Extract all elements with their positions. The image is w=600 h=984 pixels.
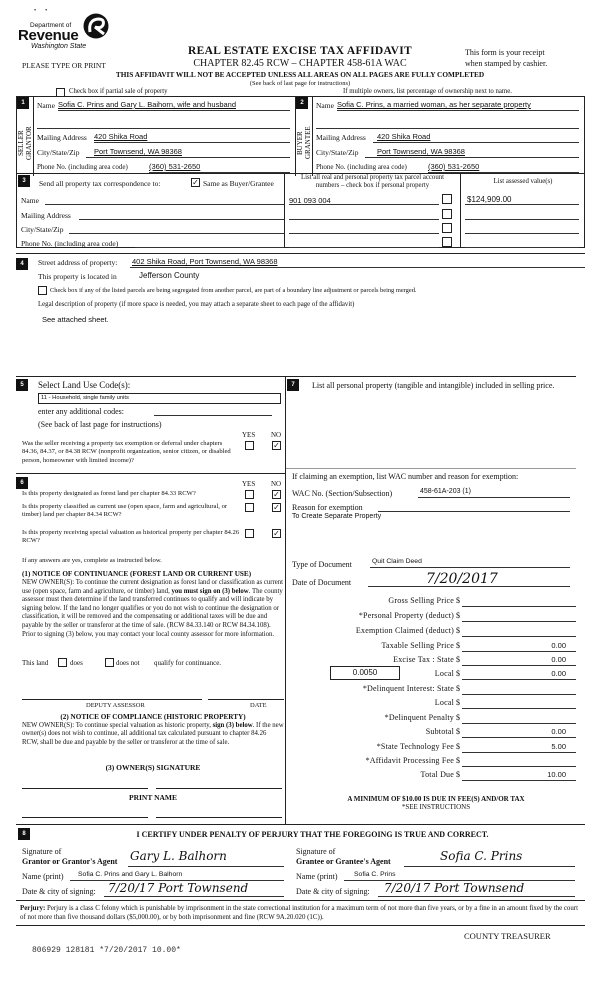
doc-date-label: Date of Document <box>292 578 352 587</box>
exemption-intro: If claiming an exemption, list WAC number and reason for exemption: <box>292 472 519 481</box>
corr-city-line <box>69 233 285 234</box>
section-7-mid-border <box>286 468 576 469</box>
does-not-label: does not <box>116 659 140 667</box>
dor-swirl-logo-icon <box>82 12 110 40</box>
buyer-mailing-field[interactable]: 420 Shika Road <box>377 132 431 141</box>
logo-revenue: Revenue <box>18 27 79 44</box>
assessed-line-4 <box>465 247 579 248</box>
subtotal-field[interactable]: 0.00 <box>551 727 566 736</box>
parcel-header <box>285 174 460 190</box>
buyer-city-field[interactable]: Port Townsend, WA 98368 <box>377 147 465 156</box>
minimum-due-note: A MINIMUM OF $10.00 IS DUE IN FEE(S) AND/OR TAX <box>347 795 525 803</box>
personal-property-label: List all personal property (tangible and intangible) included in selling price. <box>312 381 555 390</box>
grantor-date-field[interactable]: 7/20/17 Port Townsend <box>108 881 249 895</box>
perjury-top-border <box>16 900 585 901</box>
legal-description-field[interactable]: See attached sheet. <box>42 315 109 324</box>
grantee-signature-line <box>404 866 575 867</box>
notice-continuance-body <box>22 579 284 639</box>
section-6-badge: 6 <box>16 477 28 489</box>
currency-symbol: $ <box>456 727 460 736</box>
exemption-claimed-line <box>462 636 576 637</box>
section-2-side-border <box>312 96 313 176</box>
exemption-yes-checkbox[interactable] <box>245 441 254 450</box>
parcel-header-line-1: List all real and personal property tax parcel account <box>300 174 445 181</box>
segregated-checkbox[interactable] <box>38 286 47 295</box>
warning-banner: THIS AFFIDAVIT WILL NOT BE ACCEPTED UNLESS ALL AREAS ON ALL PAGES ARE FULLY COMPLETED <box>115 70 485 79</box>
corr-phone-line <box>135 247 285 248</box>
parcel-line-4 <box>289 247 439 248</box>
section-2 <box>295 96 585 176</box>
corr-city-label: City/State/Zip <box>21 225 64 234</box>
parcel-line-1 <box>289 204 439 205</box>
notice-continuance-text-b: . The county assessor must then determine if the land transferred continues to qualify and will indicate by signing below. If the land no longer qualifies or you do not wish to continue the designation or classification, it will be removed and the compensating or additional taxes will be due and payable by the seller or transferor at the time of sale. (RCW 84.33.140 or RCW 84.34.108). Prior to signing (3) below, you may contact your local county assessor for more information. <box>22 587 283 638</box>
seller-mailing-field[interactable]: 420 Shika Road <box>94 132 148 141</box>
county-field[interactable]: Jefferson County <box>139 271 200 280</box>
delinquent-interest-state-label: *Delinquent Interest: State <box>362 684 454 693</box>
wac-label: WAC No. (Section/Subsection) <box>292 489 393 498</box>
processing-fee-label: *Affidavit Processing Fee <box>365 756 454 765</box>
deputy-assessor-label: DEPUTY ASSESSOR <box>86 702 145 709</box>
total-due-label: Total Due <box>420 770 454 779</box>
logo-department: Department of <box>30 22 72 29</box>
doc-type-field[interactable]: Quit Claim Deed <box>372 558 422 565</box>
gross-price-line <box>462 606 576 607</box>
corr-phone-label: Phone No. (including area code) <box>21 239 119 248</box>
corr-mailing-line <box>79 219 285 220</box>
seller-city-field[interactable]: Port Townsend, WA 98368 <box>94 147 182 156</box>
owner-signature-label: (3) OWNER(S) SIGNATURE <box>105 763 201 772</box>
amount-row-delinquent-local <box>290 698 580 711</box>
reason-field[interactable]: To Create Separate Property <box>292 513 382 520</box>
buyer-mailing-line <box>373 142 579 143</box>
parcel-header-line-2: numbers – check box if personal property <box>315 182 430 189</box>
owner-signature-line-2[interactable] <box>156 788 282 789</box>
corr-mailing-label: Mailing Address <box>21 211 71 220</box>
section-4-badge: 4 <box>16 258 28 270</box>
forest-land-yes-checkbox[interactable] <box>245 490 254 499</box>
taxable-price-field[interactable]: 0.00 <box>551 641 566 650</box>
wac-line <box>418 497 570 498</box>
seller-name-field[interactable]: Sofia C. Prins and Gary L. Baihorn, wife and husband <box>58 100 237 109</box>
grantee-date-label: Date & city of signing: <box>296 887 370 896</box>
currency-symbol: $ <box>456 655 460 664</box>
logo-dots: • • <box>34 8 48 14</box>
owner-signature-line-1[interactable] <box>22 788 148 789</box>
tech-fee-line <box>462 752 576 753</box>
currency-symbol: $ <box>456 770 460 779</box>
forest-land-no-checkbox[interactable]: ✓ <box>273 490 280 499</box>
subtotal-line <box>462 737 576 738</box>
amount-row-personal-property <box>290 611 580 624</box>
section-6-yes-header: YES <box>242 480 256 488</box>
located-in-label: This property is located in <box>38 272 117 281</box>
buyer-name-label: Name <box>316 101 334 110</box>
date-line <box>208 699 284 700</box>
grantee-name-label: Name (print) <box>296 872 338 881</box>
section-8-top-border <box>16 824 585 825</box>
this-land-label: This land <box>22 659 49 667</box>
amount-row-total <box>290 770 580 783</box>
gross-price-label: Gross Selling Price <box>388 596 454 605</box>
tech-fee-field[interactable]: 5.00 <box>551 742 566 751</box>
grantor-name-field[interactable]: Sofia C. Prins and Gary L. Balhorn <box>78 871 183 878</box>
personal-property-checkbox-4[interactable] <box>442 237 452 247</box>
doc-type-label: Type of Document <box>292 560 352 569</box>
currency-symbol: $ <box>456 641 460 650</box>
buyer-name-line <box>337 110 579 111</box>
doc-date-field[interactable]: 7/20/2017 <box>426 571 498 587</box>
buyer-name-field[interactable]: Sofia C. Prins, a married woman, as her separate property <box>337 100 531 109</box>
corr-name-line <box>45 204 285 205</box>
form-subtitle: CHAPTER 82.45 RCW – CHAPTER 458-61A WAC <box>193 58 407 69</box>
form-title: REAL ESTATE EXCISE TAX AFFIDAVIT <box>188 45 412 57</box>
grantor-label: GRANTOR <box>25 126 33 160</box>
parcel-line-3 <box>289 233 439 234</box>
does-not-qualify-checkbox[interactable] <box>105 658 114 667</box>
parcel-line-2 <box>289 219 439 220</box>
legal-description-label: Legal description of property (if more space is needed, you may attach a separate sheet to each page of the affidavit) <box>38 301 355 308</box>
section-6 <box>16 473 286 823</box>
excise-local-field[interactable]: 0.00 <box>551 669 566 678</box>
street-address-line <box>130 267 585 268</box>
delinquent-penalty-line <box>462 723 576 724</box>
historical-question: Is this property receiving special valuation as historical property per chapter 84.26 RCW? <box>22 529 240 545</box>
section-1-badge: 1 <box>17 97 29 109</box>
section-1-side-border <box>33 96 34 176</box>
amount-row-delinquent-penalty <box>290 713 580 726</box>
see-instructions-note: *SEE INSTRUCTIONS <box>401 803 471 811</box>
currency-symbol: $ <box>456 756 460 765</box>
same-as-buyer-label: Same as Buyer/Grantee <box>203 179 274 188</box>
land-use-see-back: (See back of last page for instructions) <box>38 420 162 429</box>
print-name-label: PRINT NAME <box>129 793 177 802</box>
buyer-label: BUYER <box>296 131 304 155</box>
notice-continuance-bold: you must sign on (3) below <box>171 587 249 595</box>
perjury-bottom-border <box>16 925 585 926</box>
excise-state-label: Excise Tax : State <box>393 655 454 664</box>
amount-row-gross <box>290 596 580 609</box>
additional-codes-line <box>154 415 272 416</box>
grantee-date-field[interactable]: 7/20/17 Port Townsend <box>384 881 525 895</box>
perjury-notice <box>20 904 585 922</box>
reason-label: Reason for exemption <box>292 503 363 512</box>
amount-row-tech-fee <box>290 742 580 755</box>
grantee-label: GRANTEE <box>304 126 312 160</box>
excise-local-line <box>462 679 576 680</box>
delinquent-penalty-label: *Delinquent Penalty <box>384 713 454 722</box>
amount-row-exemption <box>290 626 580 639</box>
see-back-note: (See back of last page for instructions) <box>249 80 351 87</box>
section-4-top-border <box>16 253 585 254</box>
grantor-signature-field[interactable]: Gary L. Balhorn <box>130 849 227 863</box>
excise-local-label: Local <box>434 669 454 678</box>
additional-codes-label: enter any additional codes: <box>38 407 124 416</box>
section-2-badge: 2 <box>296 97 308 109</box>
local-rate-field[interactable]: 0.0050 <box>330 666 400 680</box>
personal-property-checkbox-2[interactable] <box>442 209 452 219</box>
segregated-label: Check box if any of the listed parcels are being segregated from another parcel, are part of a boundary line adjustment or parcels being merged. <box>50 287 417 294</box>
delinquent-interest-local-label: Local <box>434 698 454 707</box>
seller-city-label: City/State/Zip <box>37 148 80 157</box>
amount-row-taxable <box>290 641 580 654</box>
deputy-assessor-line <box>22 699 202 700</box>
buyer-city-line <box>365 157 579 158</box>
total-due-field[interactable]: 10.00 <box>547 770 566 779</box>
seller-name-line-2 <box>37 128 290 129</box>
corr-name-label: Name <box>21 196 39 205</box>
historical-no-checkbox[interactable]: ✓ <box>273 529 280 538</box>
delinquent-interest-state-line <box>462 694 576 695</box>
assessed-value-1[interactable]: $124,909.00 <box>467 195 512 204</box>
buyer-city-label: City/State/Zip <box>316 148 359 157</box>
perjury-text: Perjury is a class C felony which is punishable by imprisonment in the state correctional institution for a maximum term of not more than five years, or by a fine in an amount fixed by the court of not more than five thousand dollars ($5,000.00), or by both imprisonment and fine (RCW 9A.20.020 (1C)). <box>20 905 579 921</box>
notice-continuance-title: (1) NOTICE OF CONTINUANCE (FOREST LAND OR CURRENT USE) <box>22 570 252 578</box>
currency-symbol: $ <box>456 596 460 605</box>
personal-property-checkbox-3[interactable] <box>442 223 452 233</box>
historical-yes-checkbox[interactable] <box>245 529 254 538</box>
does-label: does <box>70 659 83 667</box>
seller-mailing-label: Mailing Address <box>37 133 87 142</box>
grantor-date-line <box>104 896 284 897</box>
currency-symbol: $ <box>456 713 460 722</box>
doc-date-line <box>368 586 570 587</box>
delinquent-interest-local-line <box>462 708 576 709</box>
land-use-label: Select Land Use Code(s): <box>38 380 131 390</box>
grantee-date-line <box>378 896 575 897</box>
section-3 <box>16 173 585 248</box>
seller-phone-field[interactable]: (360) 531-2650 <box>149 162 201 171</box>
grantor-signature-line <box>128 866 284 867</box>
county-treasurer-label: COUNTY TREASURER <box>464 931 551 941</box>
qualify-label: qualify for continuance. <box>154 659 222 667</box>
total-due-line <box>462 780 576 781</box>
processing-fee-line <box>462 766 576 767</box>
perjury-bold-label: Perjury: <box>20 905 46 912</box>
please-type-label: PLEASE TYPE OR PRINT <box>22 61 106 70</box>
taxable-price-label: Taxable Selling Price <box>381 641 454 650</box>
personal-property-checkbox-1[interactable] <box>442 194 452 204</box>
excise-state-field[interactable]: 0.00 <box>551 655 566 664</box>
print-name-line-1[interactable] <box>22 817 148 818</box>
receipt-note-2: when stamped by cashier. <box>465 59 548 68</box>
currency-symbol: $ <box>456 669 460 678</box>
currency-symbol: $ <box>456 684 460 693</box>
assessed-header: List assessed value(s) <box>493 178 553 185</box>
grantee-signature-label-1: Signature of <box>296 847 336 856</box>
amount-row-excise-local <box>290 669 580 682</box>
seller-phone-label: Phone No. (including area code) <box>37 163 128 171</box>
currency-symbol: $ <box>456 626 460 635</box>
notice-compliance-title: (2) NOTICE OF COMPLIANCE (HISTORIC PROPERTY) <box>60 713 246 721</box>
section-8-badge: 8 <box>18 828 30 840</box>
current-use-no-checkbox[interactable]: ✓ <box>273 503 280 512</box>
grantee-signature-field[interactable]: Sofia C. Prins <box>440 849 523 863</box>
exemption-no-checkbox[interactable]: ✓ <box>273 441 280 450</box>
land-use-select[interactable]: 11 - Household, single family units <box>38 393 281 404</box>
exemption-claimed-label: Exemption Claimed (deduct) <box>355 626 454 635</box>
grantor-date-label: Date & city of signing: <box>22 887 96 896</box>
assessed-line-2 <box>465 219 579 220</box>
grantor-signature-label-2: Grantor or Grantor's Agent <box>22 857 118 866</box>
buyer-mailing-label: Mailing Address <box>316 133 366 142</box>
section-6-top-border <box>16 473 286 474</box>
currency-symbol: $ <box>456 611 460 620</box>
grantor-name-label: Name (print) <box>22 872 64 881</box>
section-3-badge: 3 <box>18 175 30 187</box>
buyer-grantee-label <box>296 116 312 170</box>
assessed-line-3 <box>465 233 579 234</box>
taxable-price-line <box>462 651 576 652</box>
send-correspondence-label: Send all property tax correspondence to: <box>39 179 161 188</box>
amount-row-delinquent-state <box>290 684 580 697</box>
section-4 <box>16 253 585 365</box>
current-use-yes-checkbox[interactable] <box>245 503 254 512</box>
section-7-top-border <box>286 376 576 377</box>
if-yes-note: If any answers are yes, complete as instructed below. <box>22 557 162 564</box>
does-qualify-checkbox[interactable] <box>58 658 67 667</box>
exemption-yes-header: YES <box>242 431 256 439</box>
section-6-no-header: NO <box>271 480 282 488</box>
grantee-name-field[interactable]: Sofia C. Prins <box>354 871 396 878</box>
certify-statement: I CERTIFY UNDER PENALTY OF PERJURY THAT THE FOREGOING IS TRUE AND CORRECT. <box>136 830 489 839</box>
doc-type-line <box>370 567 570 568</box>
buyer-phone-label: Phone No. (including area code) <box>316 163 407 171</box>
current-use-question: Is this property classified as current use (open space, farm and agricultural, or timber) land per chapter 84.34 RCW? <box>22 503 228 519</box>
grantor-signature-label-1: Signature of <box>22 847 62 856</box>
seller-name-line <box>58 110 290 111</box>
buyer-name-line-2 <box>316 128 579 129</box>
currency-symbol: $ <box>456 698 460 707</box>
amount-row-subtotal <box>290 727 580 740</box>
street-address-label: Street address of property: <box>38 258 118 267</box>
forest-land-question: Is this property designated as forest land per chapter 84.33 RCW? <box>22 490 196 497</box>
buyer-phone-field[interactable]: (360) 531-2650 <box>428 162 480 171</box>
notice-compliance-body <box>22 722 284 747</box>
assessed-line-1 <box>465 204 579 205</box>
notice-continuance-text-a: NEW OWNER(S): To continue the current designation as forest land or classification as current use (open space, farm and agriculture, or timber) land, <box>22 579 284 595</box>
section-1 <box>16 96 295 176</box>
section-5-badge: 5 <box>16 379 28 391</box>
receipt-note-1: This form is your receipt <box>465 48 545 57</box>
personal-property-deduct-label: *Personal Property (deduct) <box>358 611 454 620</box>
wac-field[interactable]: 458-61A-203 (1) <box>420 488 471 495</box>
seller-grantor-label <box>17 116 33 170</box>
seller-name-label: Name <box>37 101 55 110</box>
section-7-badge: 7 <box>287 379 299 391</box>
amount-row-processing-fee <box>290 756 580 769</box>
seller-label: SELLER <box>17 130 25 156</box>
exemption-no-header: NO <box>271 431 282 439</box>
notice-compliance-text-a: NEW OWNER(S): To continue special valuation as historic property, <box>22 722 211 729</box>
excise-state-line <box>462 665 576 666</box>
grantee-signature-label-2: Grantee or Grantee's Agent <box>296 857 391 866</box>
personal-property-line <box>462 621 576 622</box>
date-label: DATE <box>250 702 267 709</box>
print-name-line-2[interactable] <box>156 817 282 818</box>
exemption-question: Was the seller receiving a property tax exemption or deferral under chapters 84.36, 84.37, or 84.38 RCW (nonprofit organization, senior citizen, or disabled person, homeowner with limited income)? <box>22 440 231 464</box>
dor-logo <box>18 8 118 52</box>
partial-sale-label: Check box if partial sale of property <box>69 88 168 95</box>
tech-fee-label: *State Technology Fee <box>376 742 454 751</box>
subtotal-label: Subtotal <box>425 727 454 736</box>
seller-mailing-line <box>94 142 290 143</box>
receipt-stamp: 806929 128181 *7/20/2017 10.00* <box>32 946 181 955</box>
notice-compliance-bold: sign (3) below <box>212 722 253 729</box>
section-5 <box>16 376 286 468</box>
notice-compliance-text-b: . If the new owner(s) does not wish to continue, all additional tax calculated pursuant to chapter 84.26 RCW, shall be due and payable by the seller or transferor at the time of sale. <box>22 722 284 746</box>
currency-symbol: $ <box>456 742 460 751</box>
street-address-field[interactable]: 402 Shika Road, Port Townsend, WA 98368 <box>132 257 278 266</box>
multiple-owners-note: If multiple owners, list percentage of ownership next to name. <box>343 88 512 95</box>
same-as-buyer-checkbox[interactable]: ✓ <box>192 178 199 187</box>
parcel-number-1[interactable]: 901 093 004 <box>289 196 331 205</box>
seller-city-line <box>86 157 290 158</box>
logo-state: Washington State <box>31 43 87 50</box>
reason-line <box>378 511 570 512</box>
